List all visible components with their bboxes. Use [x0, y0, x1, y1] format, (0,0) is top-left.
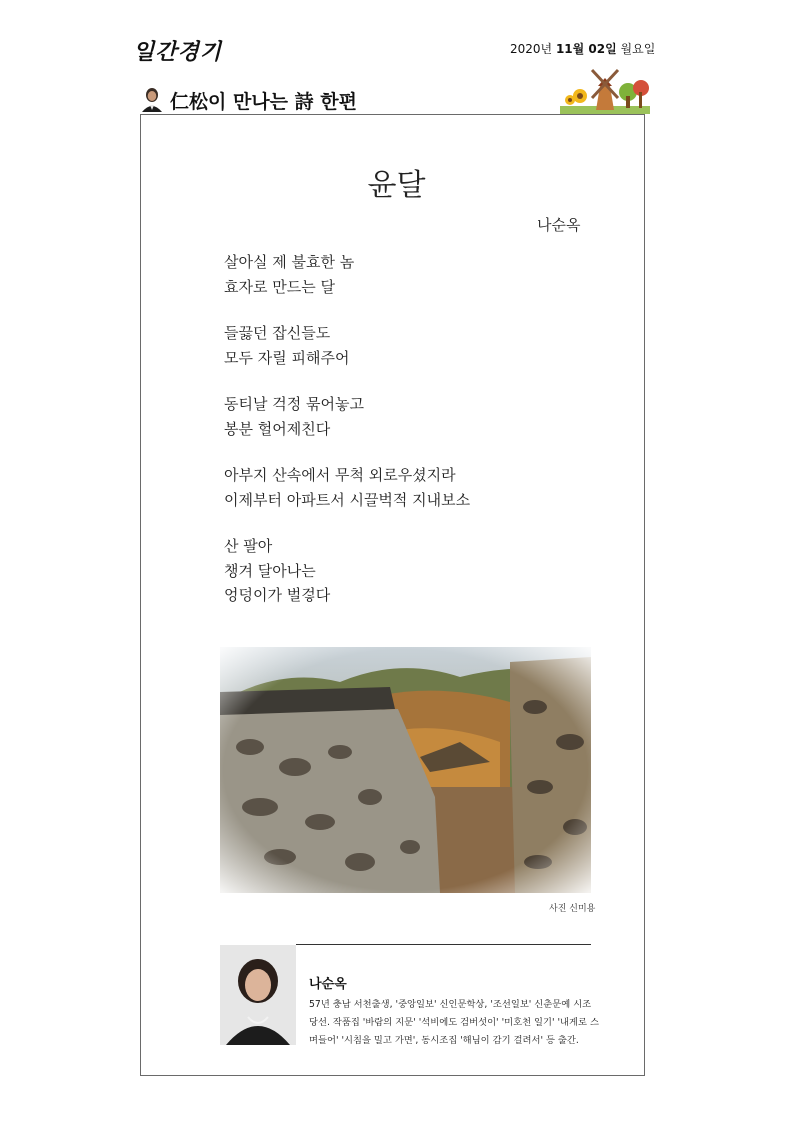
poem-line: 아부지 산속에서 무척 외로우셨지라: [224, 466, 456, 484]
photo-caption: 사진 신미용: [549, 904, 596, 914]
poem-stanza: [224, 250, 470, 299]
poem-line: 동티날 걱정 묶어놓고: [224, 395, 364, 413]
author-portrait: [220, 945, 296, 1045]
column-title: 仁松이 만나는 詩 한편: [170, 91, 357, 113]
poem-stanza: [224, 392, 470, 441]
poem-line: 챙겨 달아나는: [224, 561, 316, 580]
columnist-avatar-icon: [140, 86, 164, 112]
date-year: 2020년: [510, 42, 556, 56]
date-day: 11월 02일: [555, 42, 617, 56]
poem-author: 나순옥: [537, 216, 581, 234]
poem-line: 이제부터 아파트서 시끌벅적 지내보소: [224, 490, 471, 509]
bio-text: 57년 충남 서천출생, '중앙일보' 신인문학상, '조선일보' 신춘문예 시조 당선. 작품집 '바람의 지문' '석비에도 검버섯이' '미호천 일기' '내게로 스며들어' '시침을 밀고 가면', 동시조집 '해님이 감기 걸려서' 등 출간.: [309, 999, 599, 1046]
poem-stanza: [224, 463, 470, 512]
poem-stanza: [224, 321, 470, 370]
poem-line: 봉분 헐어제친다: [224, 419, 331, 438]
windmill-illustration-icon: [560, 66, 650, 114]
poem-line: 들끓던 잡신들도: [224, 324, 331, 342]
poem-stanza: [224, 534, 470, 608]
poem-body: [224, 250, 470, 630]
poem-title: 윤달: [367, 168, 426, 203]
stone-wall-photo: [220, 647, 591, 893]
bio-divider: [296, 944, 591, 945]
poem-line: 효자로 만드는 달: [224, 277, 335, 296]
poem-line: 모두 자릴 피해주어: [224, 348, 350, 367]
poem-line: 엉덩이가 벌겋다: [224, 586, 331, 604]
poem-line: 살아실 제 불효한 놈: [224, 253, 355, 271]
newspaper-masthead: 일간경기: [133, 40, 223, 65]
issue-date: [510, 40, 655, 57]
column-header: [140, 84, 645, 114]
bio-author-name: 나순옥: [309, 977, 347, 992]
poem-line: 산 팔아: [224, 537, 273, 555]
date-weekday: 월요일: [616, 42, 656, 56]
